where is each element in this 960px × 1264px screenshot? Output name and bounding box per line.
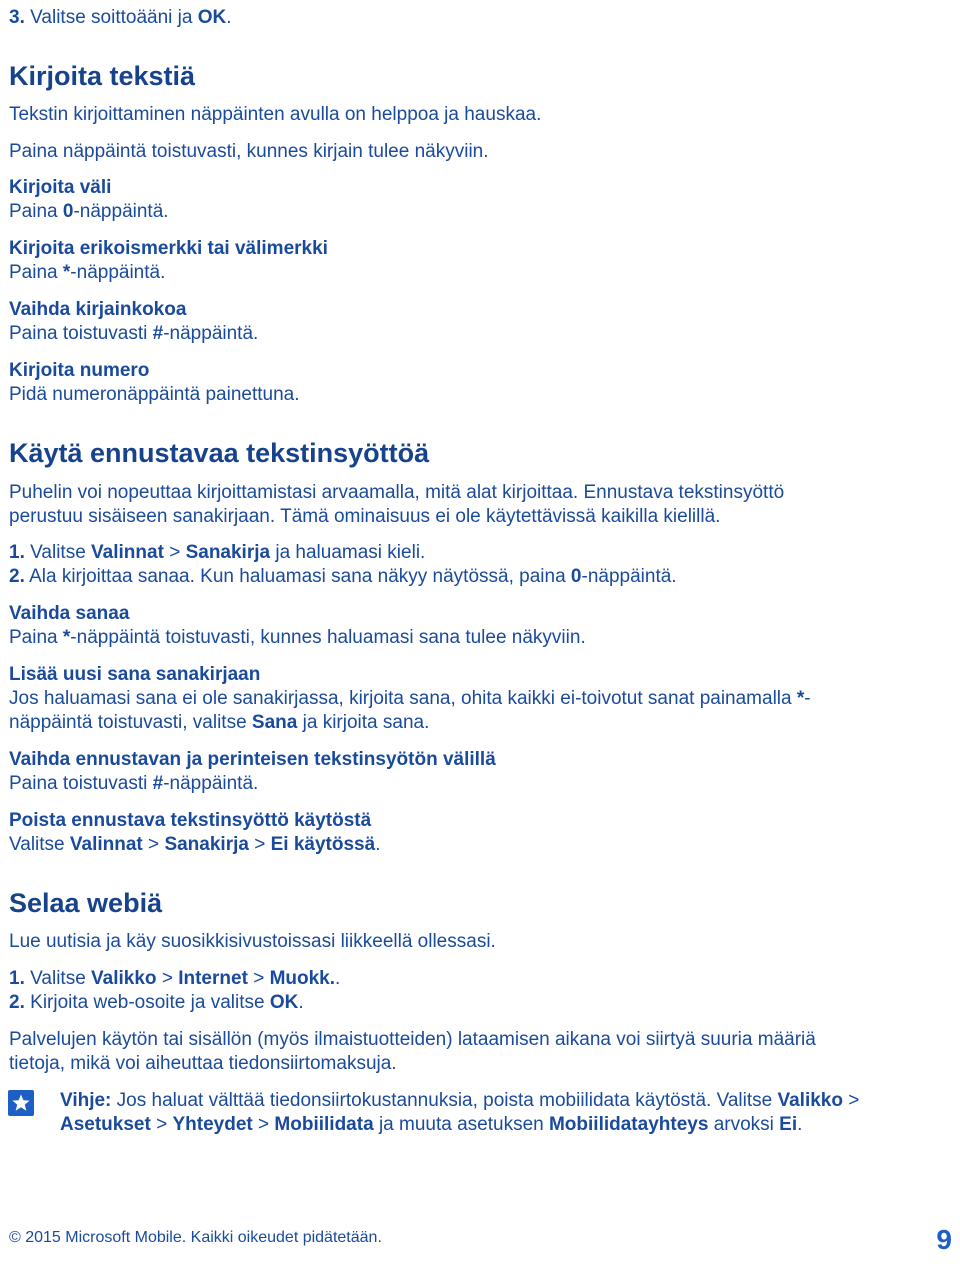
web-intro: Lue uutisia ja käy suosikkisivustoissasi liikkeellä ollessasi. [9,931,496,952]
subheading-change-word: Vaihda sanaa [9,603,130,624]
switch-mode-text: Paina toistuvasti #-näppäintä. [9,773,259,794]
subheading-space: Kirjoita väli [9,177,112,198]
write-intro: Tekstin kirjoittaminen näppäinten avulla on helppoa ja hauskaa. [9,104,542,125]
subheading-switch-mode: Vaihda ennustavan ja perinteisen tekstinsyötön välillä [9,749,496,770]
case-text: Paina toistuvasti #-näppäintä. [9,323,259,344]
tip-line-1: Vihje: Jos haluat välttää tiedonsiirtokustannuksia, poista mobiilidata käytöstä. Valitse Valikko > [60,1090,860,1111]
subheading-special: Kirjoita erikoismerkki tai välimerkki [9,238,328,259]
number-text: Pidä numeronäppäintä painettuna. [9,384,300,405]
predictive-step-2: 2. Ala kirjoittaa sanaa. Kun haluamasi sana näkyy näytössä, paina 0-näppäintä. [9,566,677,587]
tip-line-2: Asetukset > Yhteydet > Mobiilidata ja muuta asetuksen Mobiilidatayhteys arvoksi Ei. [60,1114,803,1135]
subheading-number: Kirjoita numero [9,360,150,381]
subheading-case: Vaihda kirjainkokoa [9,299,187,320]
special-text: Paina *-näppäintä. [9,262,166,283]
heading-predictive: Käytä ennustavaa tekstinsyöttöä [9,438,430,468]
web-step-1: 1. Valitse Valikko > Internet > Muokk.. [9,968,341,989]
heading-browse-web: Selaa webiä [9,888,163,918]
footer-copyright: © 2015 Microsoft Mobile. Kaikki oikeudet pidätetään. [9,1229,382,1246]
subheading-disable: Poista ennustava tekstinsyöttö käytöstä [9,810,372,831]
add-word-text-1: Jos haluamasi sana ei ole sanakirjassa, kirjoita sana, ohita kaikki ei-toivotut sanat painamalla *- [9,688,811,709]
write-press: Paina näppäintä toistuvasti, kunnes kirjain tulee näkyviin. [9,141,489,162]
predictive-step-1: 1. Valitse Valinnat > Sanakirja ja haluamasi kieli. [9,542,426,563]
subheading-add-word: Lisää uusi sana sanakirjaan [9,664,261,685]
web-note-2: tietoja, mikä voi aiheuttaa tiedonsiirtomaksuja. [9,1053,397,1074]
heading-write-text: Kirjoita tekstiä [9,61,196,91]
add-word-text-2: näppäintä toistuvasti, valitse Sana ja kirjoita sana. [9,712,430,733]
step-3: 3. Valitse soittoääni ja OK. [9,7,232,28]
web-step-2: 2. Kirjoita web-osoite ja valitse OK. [9,992,304,1013]
change-word-text: Paina *-näppäintä toistuvasti, kunnes haluamasi sana tulee näkyviin. [9,627,586,648]
predictive-intro-1: Puhelin voi nopeuttaa kirjoittamistasi arvaamalla, mitä alat kirjoittaa. Ennustava tekstinsyöttö [9,482,785,503]
space-text: Paina 0-näppäintä. [9,201,169,222]
web-note-1: Palvelujen käytön tai sisällön (myös ilmaistuotteiden) lataamisen aikana voi siirtyä suuria määriä [9,1029,816,1050]
disable-text: Valitse Valinnat > Sanakirja > Ei käytössä. [9,834,381,855]
page-number: 9 [936,1224,952,1255]
predictive-intro-2: perustuu sisäiseen sanakirjaan. Tämä ominaisuus ei ole käytettävissä kaikilla kielillä. [9,506,721,527]
star-icon [8,1090,34,1116]
